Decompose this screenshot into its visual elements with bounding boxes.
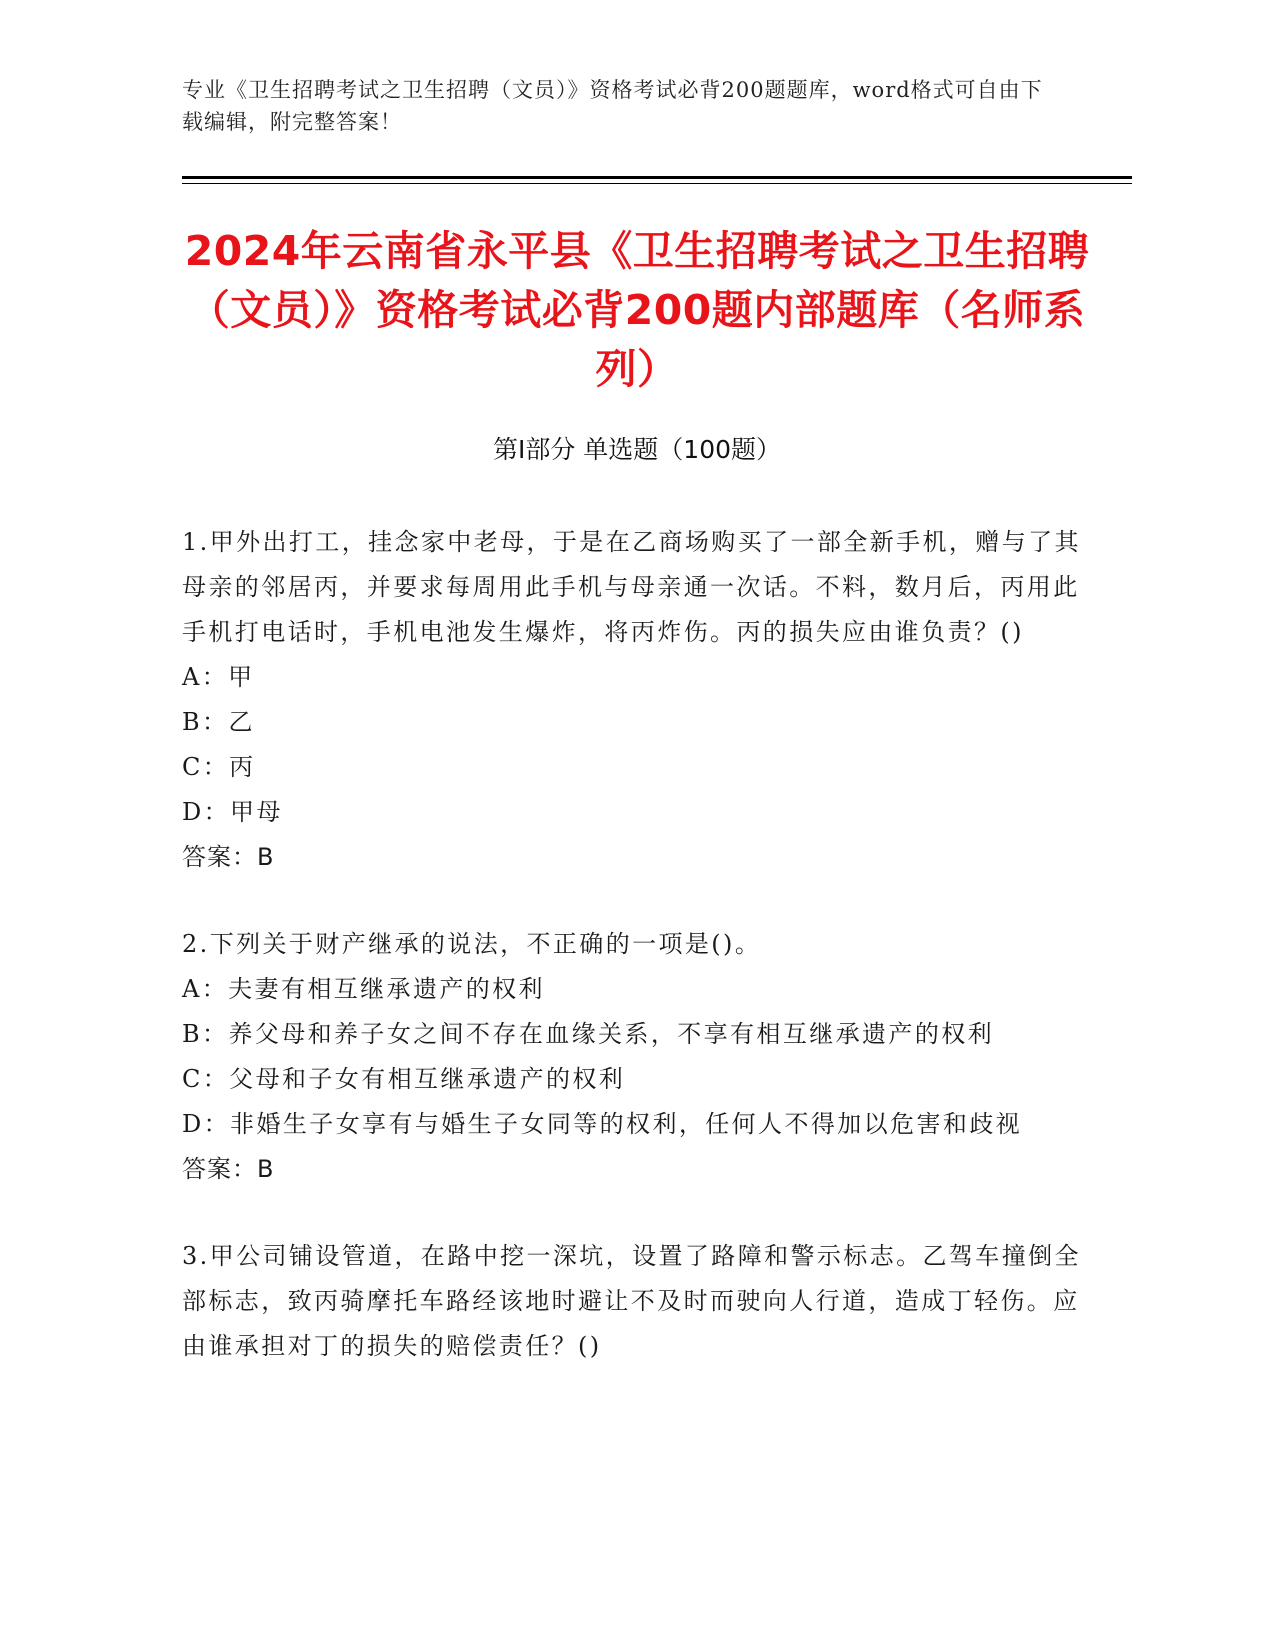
- question-stem: 2.下列关于财产继承的说法，不正确的一项是()。: [182, 930, 762, 958]
- option-key: D：: [182, 798, 231, 826]
- option-key: B：: [182, 708, 229, 736]
- option-text: 养父母和养子女之间不存在血缘关系，不享有相互继承遗产的权利: [228, 1020, 995, 1048]
- option-d: [182, 1102, 1082, 1147]
- option-key: B：: [182, 1020, 229, 1048]
- option-text: 非婚生子女享有与婚生子女同等的权利，任何人不得加以危害和歧视: [230, 1110, 1023, 1138]
- question-3: [182, 1234, 1082, 1369]
- option-c: [182, 1057, 1082, 1102]
- question-1: [182, 520, 1082, 880]
- header-divider-thin: [182, 183, 1132, 184]
- option-key: C：: [182, 1065, 230, 1093]
- section-title: 第Ⅰ部分 单选题（100题）: [492, 435, 782, 464]
- option-text: 父母和子女有相互继承遗产的权利: [229, 1065, 626, 1093]
- header-note: 专业《卫生招聘考试之卫生招聘（文员）》资格考试必背200题题库，word格式可自由下载编辑，附完整答案！: [182, 78, 1043, 134]
- option-key: A：: [182, 663, 229, 691]
- header-divider-thick: [182, 176, 1132, 179]
- question-stem: 1.甲外出打工，挂念家中老母，于是在乙商场购买了一部全新手机，赠与了其母亲的邻居丙，并要求每周用此手机与母亲通一次话。不料，数月后，丙用此手机打电话时，手机电池发生爆炸，将丙炸伤。丙的损失应由谁负责？(): [182, 528, 1081, 646]
- option-key: A：: [182, 975, 229, 1003]
- option-key: D：: [182, 1110, 231, 1138]
- option-text: 丙: [229, 753, 256, 781]
- question-list: [182, 520, 1082, 1411]
- option-a: [182, 967, 1082, 1012]
- question-2: [182, 922, 1082, 1192]
- option-b: [182, 1012, 1082, 1057]
- option-text: 乙: [228, 708, 255, 736]
- answer: 答案：B: [182, 1155, 275, 1183]
- option-key: C：: [182, 753, 230, 781]
- option-d: [182, 790, 1082, 835]
- option-c: [182, 745, 1082, 790]
- option-b: [182, 700, 1082, 745]
- document-title: 2024年云南省永平县《卫生招聘考试之卫生招聘（文员）》资格考试必背200题内部题库（名师系列）: [184, 227, 1090, 393]
- answer: 答案：B: [182, 843, 275, 871]
- option-text: 甲母: [230, 798, 283, 826]
- option-text: 夫妻有相互继承遗产的权利: [228, 975, 545, 1003]
- question-stem: 3.甲公司铺设管道，在路中挖一深坑，设置了路障和警示标志。乙驾车撞倒全部标志，致丙骑摩托车路经该地时避让不及时而驶向人行道，造成丁轻伤。应由谁承担对丁的损失的赔偿责任？(): [182, 1242, 1081, 1360]
- option-a: [182, 655, 1082, 700]
- option-text: 甲: [228, 663, 255, 691]
